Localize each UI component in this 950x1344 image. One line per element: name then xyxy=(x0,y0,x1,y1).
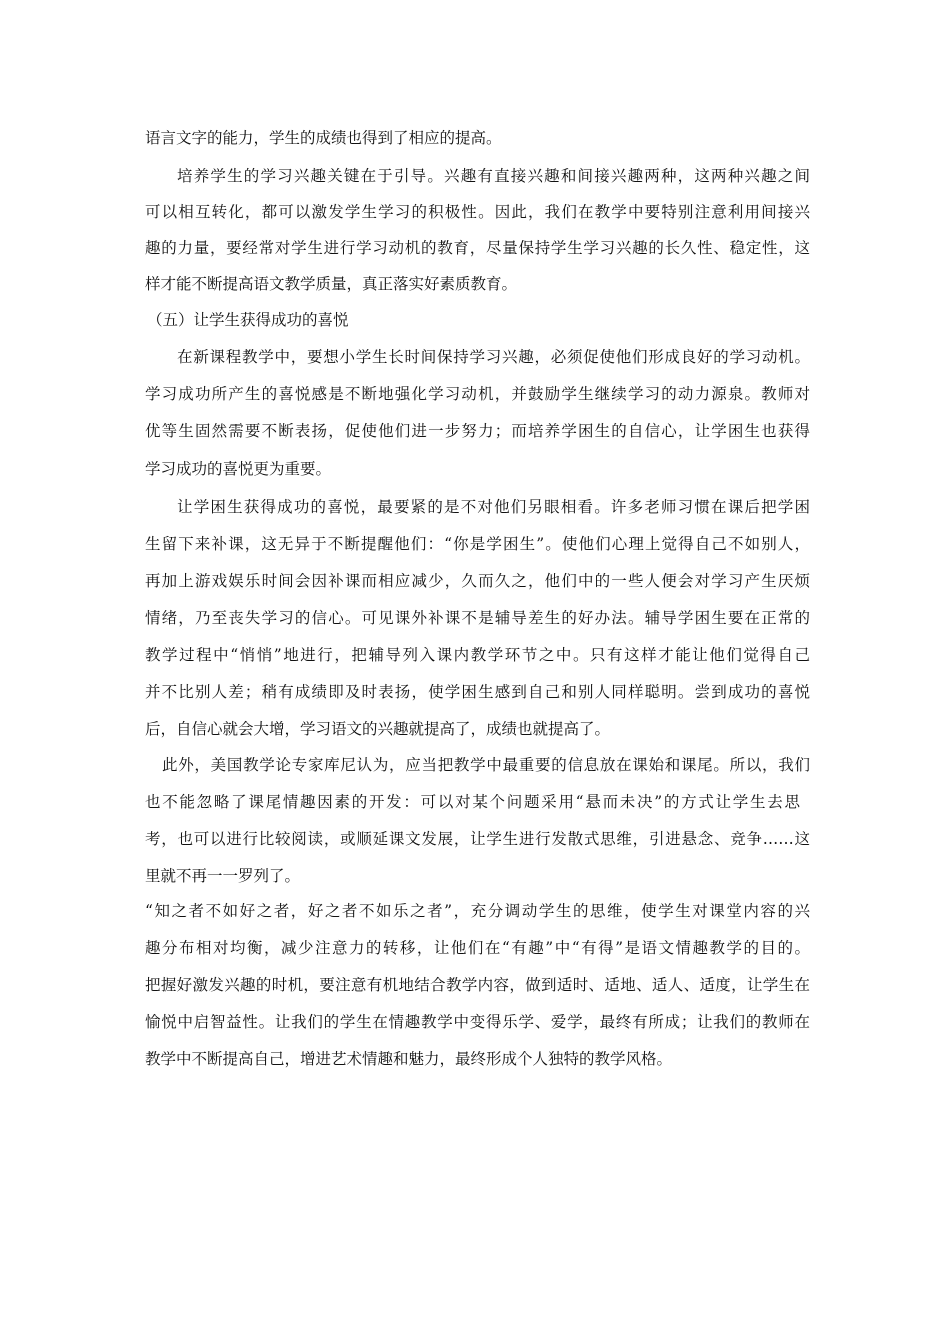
text-line: 此外，美国教学论专家库尼认为，应当把教学中最重要的信息放在课始和课尾。所以，我们 xyxy=(162,756,810,774)
text-line: 趣分布相对均衡，减少注意力的转移，让他们在“有趣”中“有得”是语文情趣教学的目的。 xyxy=(145,939,810,957)
text-line: 再加上游戏娱乐时间会因补课而相应减少，久而久之，他们中的一些人便会对学习产生厌烦 xyxy=(145,572,810,590)
text-line: 把握好激发兴趣的时机，要注意有机地结合教学内容，做到适时、适地、适人、适度，让学生在 xyxy=(145,976,810,994)
text-line: 让学困生获得成功的喜悦，最要紧的是不对他们另眼相看。许多老师习惯在课后把学困 xyxy=(177,498,810,516)
text-line: 也不能忽略了课尾情趣因素的开发：可以对某个问题采用“悬而未决”的方式让学生去思 xyxy=(145,793,800,811)
text-line: 培养学生的学习兴趣关键在于引导。兴趣有直接兴趣和间接兴趣两种，这两种兴趣之间 xyxy=(177,167,810,185)
text-line: 教学过程中“悄悄”地进行，把辅导列入课内教学环节之中。只有这样才能让他们觉得自己 xyxy=(145,646,810,664)
text-line: “知之者不如好之者，好之者不如乐之者”，充分调动学生的思维，使学生对课堂内容的兴 xyxy=(145,902,810,920)
text-line: 优等生固然需要不断表扬，促使他们进一步努力；而培养学困生的自信心，让学困生也获得 xyxy=(145,422,810,440)
text-line: 趣的力量，要经常对学生进行学习动机的教育，尽量保持学生学习兴趣的长久性、稳定性，这 xyxy=(145,239,810,257)
text-line: 后，自信心就会大增，学习语文的兴趣就提高了，成绩也就提高了。 xyxy=(145,720,611,738)
text-line: 教学中不断提高自己，增进艺术情趣和魅力，最终形成个人独特的教学风格。 xyxy=(145,1050,673,1068)
text-line: 学习成功的喜悦更为重要。 xyxy=(145,460,332,478)
text-line: 并不比别人差；稍有成绩即及时表扬，使学困生感到自己和别人同样聪明。尝到成功的喜悦 xyxy=(145,683,810,701)
text-line: 情绪，乃至丧失学习的信心。可见课外补课不是辅导差生的好办法。辅导学困生要在正常的 xyxy=(145,609,810,627)
section-heading: （五）让学生获得成功的喜悦 xyxy=(147,311,349,329)
text-line: 可以相互转化，都可以激发学生学习的积极性。因此，我们在教学中要特别注意利用间接兴 xyxy=(145,203,810,221)
text-line: 里就不再一一罗列了。 xyxy=(145,867,301,885)
text-line: 考，也可以进行比较阅读，或顺延课文发展，让学生进行发散式思维，引进悬念、竞争……这 xyxy=(145,830,810,848)
text-line: 样才能不断提高语文教学质量，真正落实好素质教育。 xyxy=(145,275,518,293)
text-line: 生留下来补课，这无异于不断提醒他们：“你是学困生”。使他们心理上觉得自己不如别人， xyxy=(145,535,810,553)
text-line: 语言文字的能力，学生的成绩也得到了相应的提高。 xyxy=(145,129,502,147)
text-line: 在新课程教学中，要想小学生长时间保持学习兴趣，必须促使他们形成良好的学习动机。 xyxy=(177,348,810,366)
text-line: 愉悦中启智益性。让我们的学生在情趣教学中变得乐学、爱学，最终有所成；让我们的教师在 xyxy=(145,1013,810,1031)
text-line: 学习成功所产生的喜悦感是不断地强化学习动机，并鼓励学生继续学习的动力源泉。教师对 xyxy=(145,385,810,403)
